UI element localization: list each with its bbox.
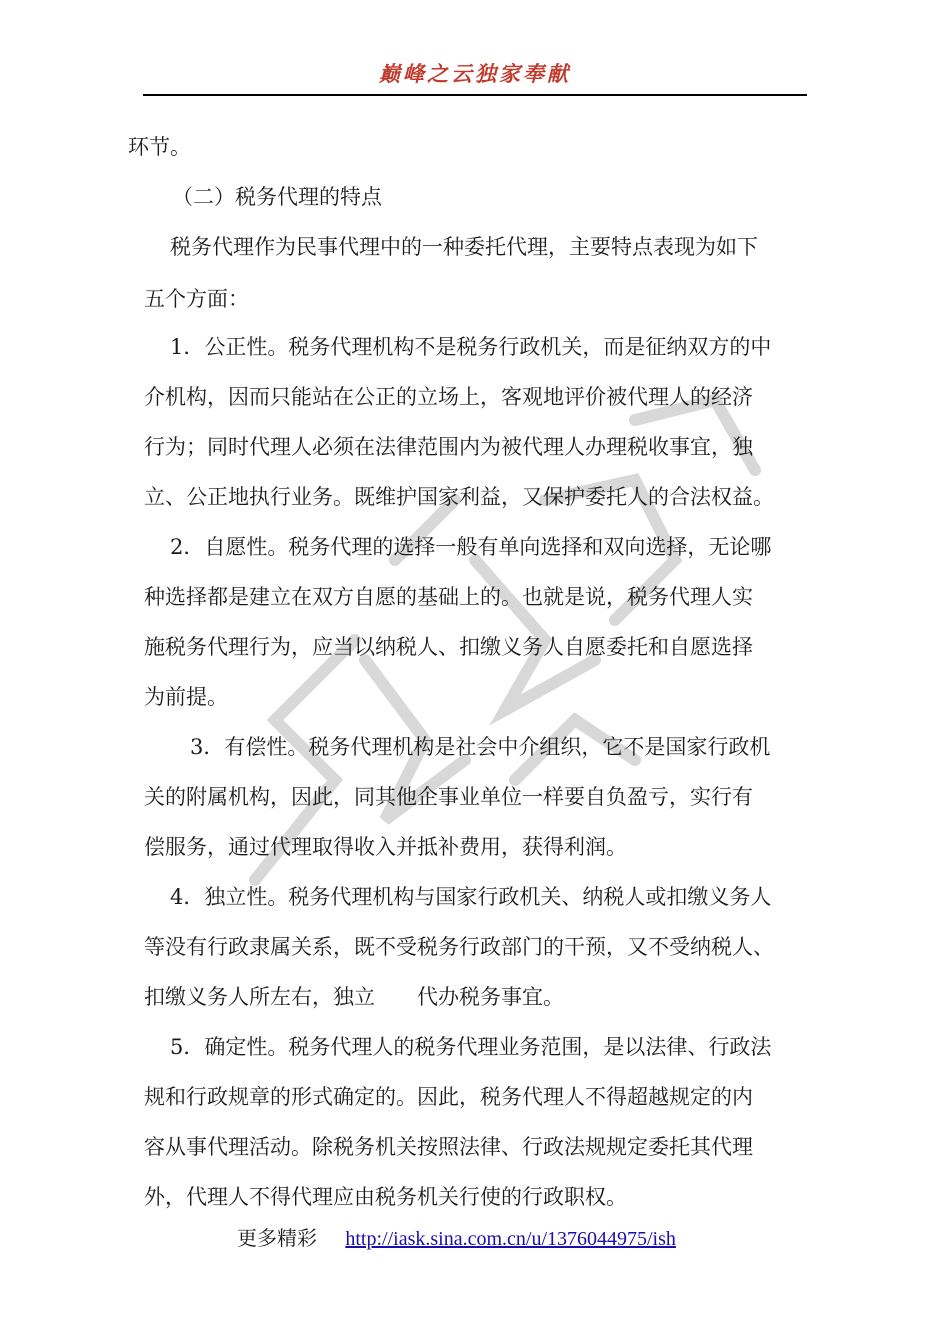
text-line: 等没有行政隶属关系，既不受税务行政部门的干预，又不受纳税人、 — [144, 935, 774, 959]
footer — [237, 1222, 676, 1251]
footer-label: 更多精彩 — [237, 1226, 317, 1250]
text-line: 2．自愿性。税务代理的选择一般有单向选择和双向选择，无论哪 — [170, 535, 772, 559]
text-line: 环节。 — [128, 135, 191, 159]
text-line: 立、公正地执行业务。既维护国家利益，又保护委托人的合法权益。 — [144, 485, 774, 509]
text-line: 容从事代理活动。除税务机关按照法律、行政法规规定委托其代理 — [144, 1135, 753, 1159]
text-line: 种选择都是建立在双方自愿的基础上的。也就是说，税务代理人实 — [144, 585, 753, 609]
text-line: 扣缴义务人所左右，独立 代办税务事宜。 — [144, 985, 564, 1009]
text-line: 偿服务，通过代理取得收入并抵补费用，获得利润。 — [144, 835, 627, 859]
text-line: 关的附属机构，因此，同其他企事业单位一样要自负盈亏，实行有 — [144, 785, 753, 809]
text-line: 为前提。 — [144, 685, 228, 709]
section-heading: （二）税务代理的特点 — [172, 185, 382, 209]
text-line: 3．有偿性。税务代理机构是社会中介组织，它不是国家行政机 — [190, 735, 771, 759]
text-line: 介机构，因而只能站在公正的立场上，客观地评价被代理人的经济 — [144, 385, 753, 409]
text-line: 5．确定性。税务代理人的税务代理业务范围，是以法律、行政法 — [170, 1035, 772, 1059]
text-line: 规和行政规章的形式确定的。因此，税务代理人不得超越规定的内 — [144, 1085, 753, 1109]
text-line: 行为；同时代理人必须在法律范围内为被代理人办理税收事宜，独 — [144, 435, 753, 459]
text-line: 外，代理人不得代理应由税务机关行使的行政职权。 — [144, 1185, 627, 1209]
text-line: 4．独立性。税务代理机构与国家行政机关、纳税人或扣缴义务人 — [170, 885, 772, 909]
text-line: 施税务代理行为，应当以纳税人、扣缴义务人自愿委托和自愿选择 — [144, 635, 753, 659]
header-divider — [143, 94, 807, 96]
footer-link[interactable]: http://iask.sina.com.cn/u/1376044975/ish — [345, 1228, 676, 1250]
header-title: 巅峰之云独家奉献 — [379, 62, 571, 86]
text-line: 1．公正性。税务代理机构不是税务行政机关，而是征纳双方的中 — [170, 335, 772, 359]
text-line: 五个方面： — [144, 287, 249, 311]
text-line: 税务代理作为民事代理中的一种委托代理，主要特点表现为如下 — [170, 235, 758, 259]
